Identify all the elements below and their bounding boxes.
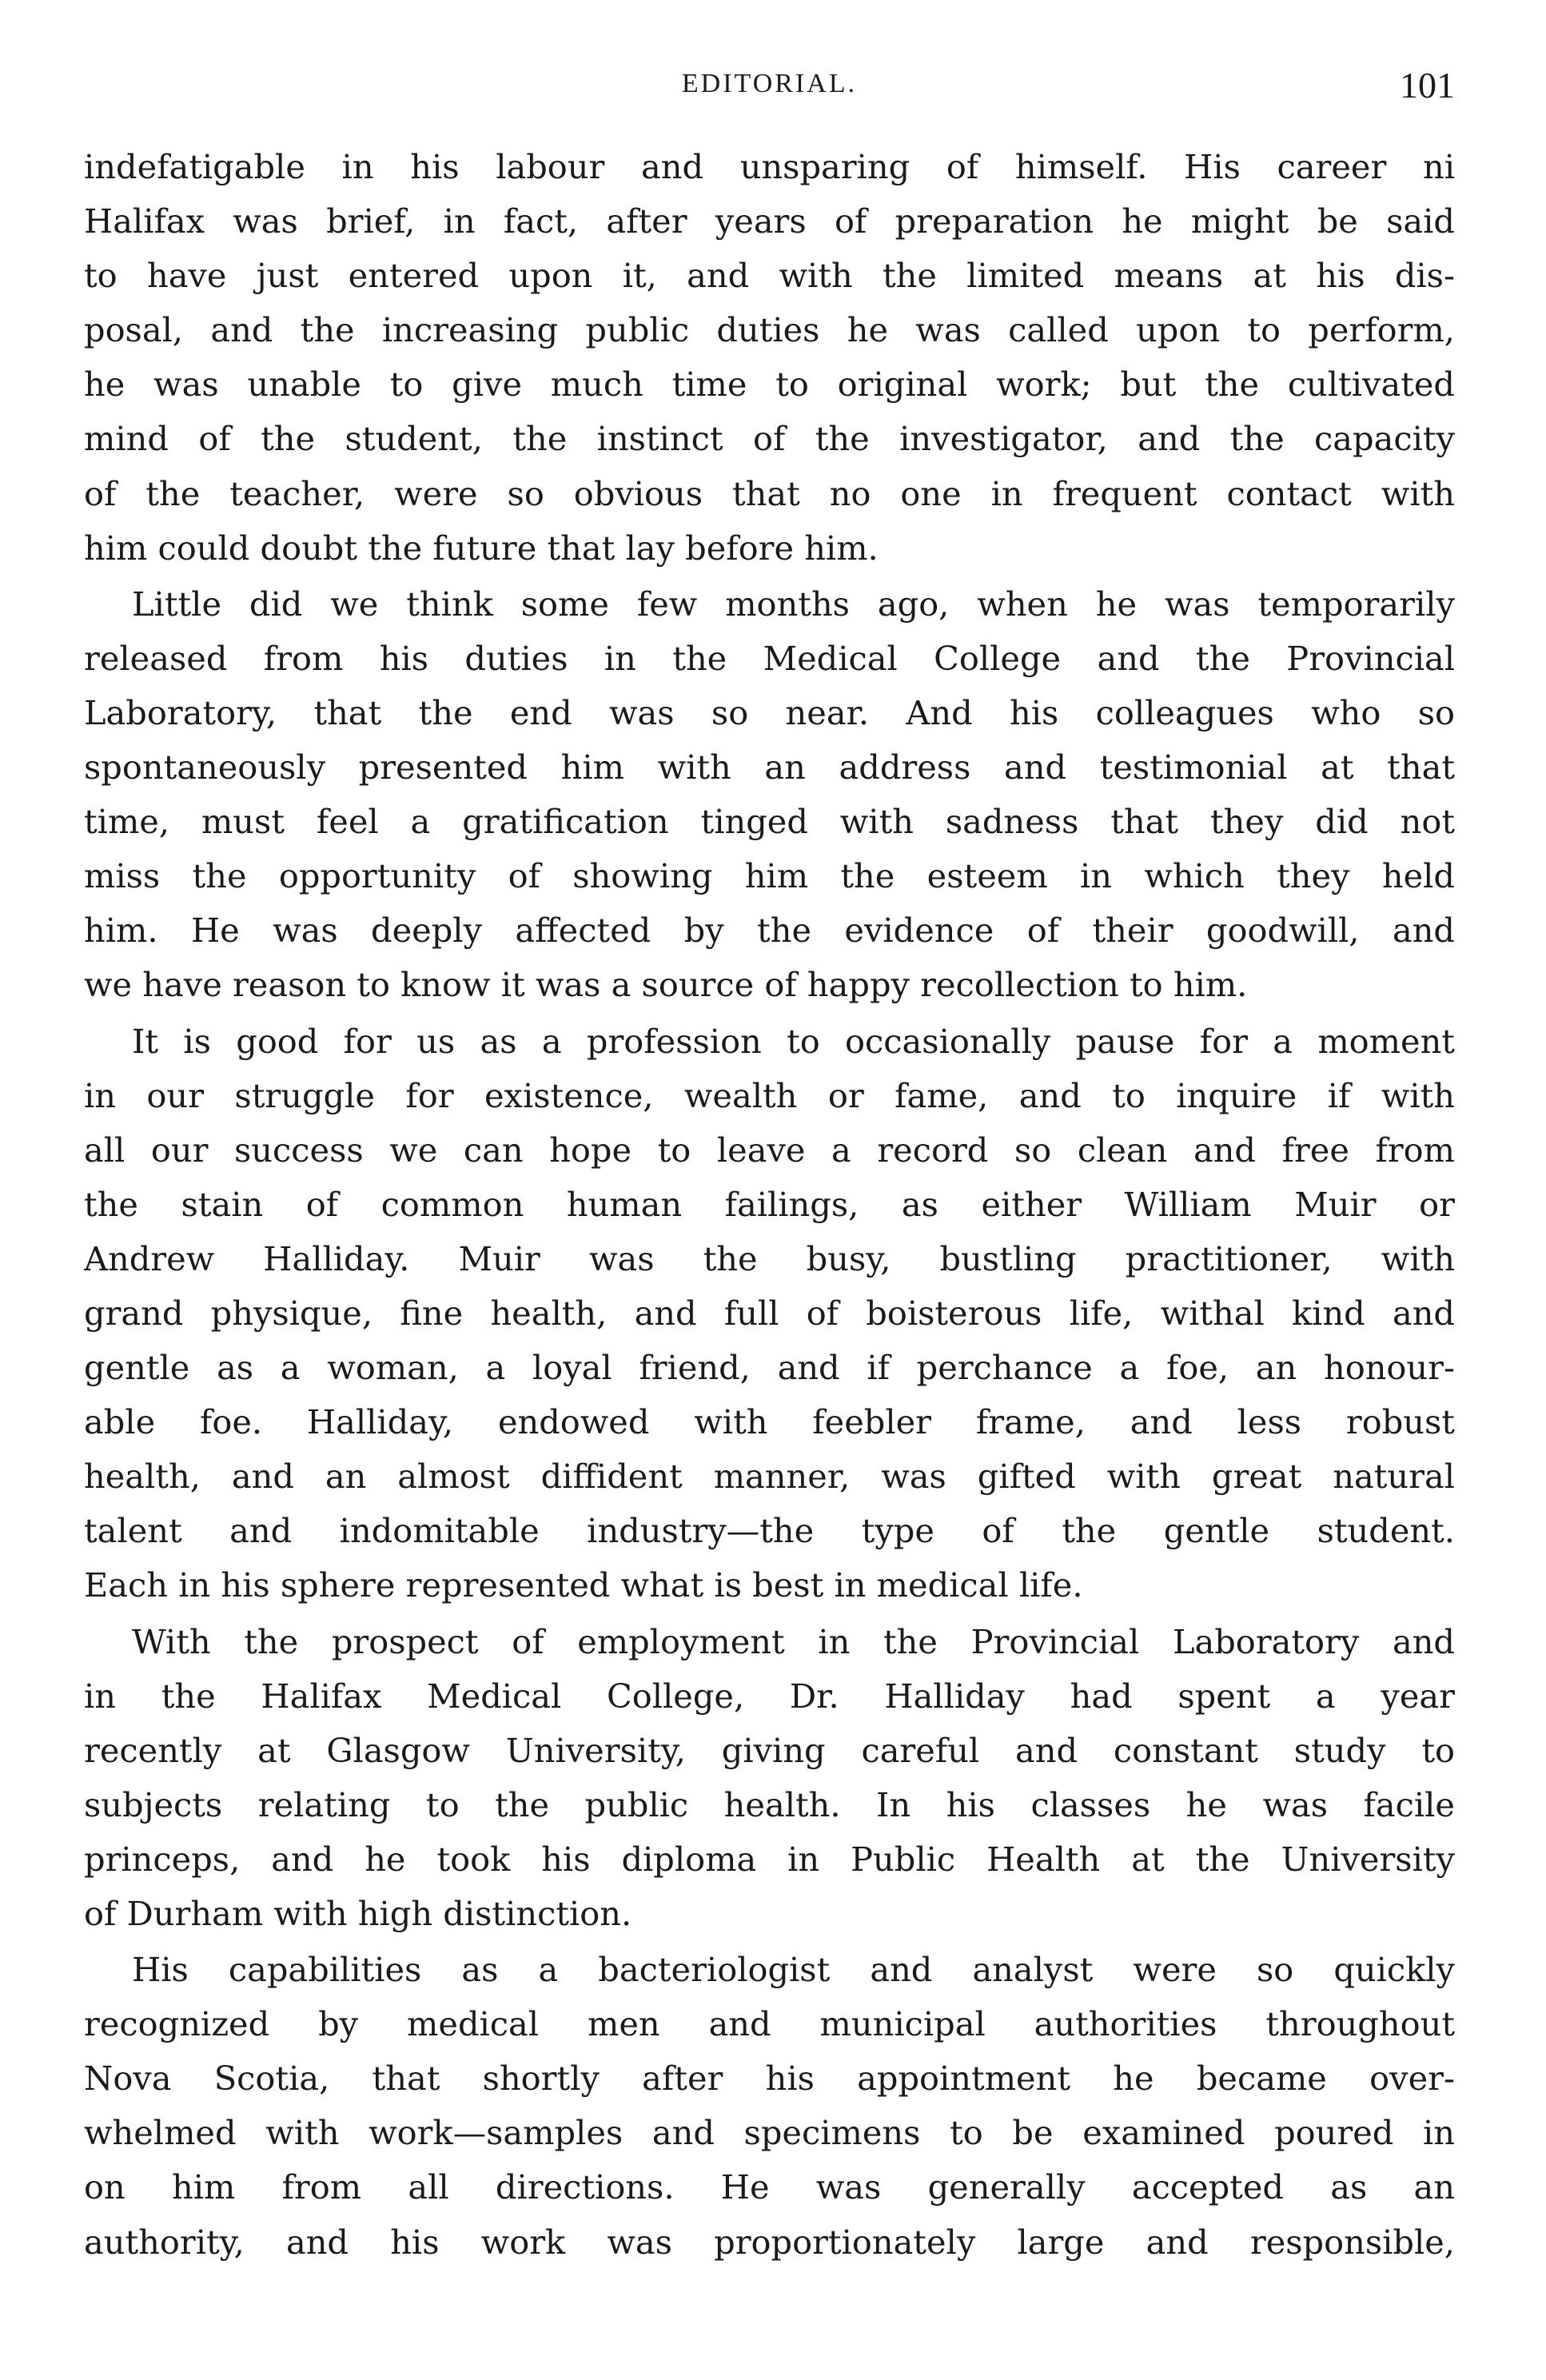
text-line: Halifax was brief, in fact, after years of preparation he might be said	[84, 201, 1455, 241]
text-line: Laboratory, that the end was so near. And his colleagues who so	[84, 692, 1455, 732]
text-line: whelmed with work—samples and specimens to be examined poured in	[84, 2113, 1455, 2153]
text-line: time, must feel a gratification tinged with sadness that they did not	[84, 802, 1455, 842]
text-line: posal, and the increasing public duties he was called upon to perform,	[84, 310, 1455, 350]
paragraph-1	[84, 140, 1455, 576]
text-line: spontaneously presented him with an address and testimonial at that	[84, 747, 1455, 787]
text-line: Little did we think some few months ago, when he was temporarily	[132, 584, 1455, 624]
running-title: EDITORIAL.	[681, 69, 858, 98]
text-line: the stain of common human failings, as either William Muir or	[84, 1184, 1455, 1224]
page-number: 101	[1400, 65, 1455, 106]
text-line: miss the opportunity of showing him the esteem in which they held	[84, 856, 1455, 896]
text-line: With the prospect of employment in the Provincial Laboratory and	[132, 1621, 1455, 1661]
text-line: released from his duties in the Medical College and the Provincial	[84, 638, 1455, 678]
text-line: recently at Glasgow University, giving careful and constant study to	[84, 1730, 1455, 1770]
text-line: he was unable to give much time to original work; but the cultivated	[84, 365, 1455, 405]
running-head	[84, 64, 1455, 112]
text-line: in the Halifax Medical College, Dr. Halliday had spent a year	[84, 1676, 1455, 1716]
text-line: princeps, and he took his diploma in Public Health at the University	[84, 1839, 1455, 1879]
text-line: of the teacher, were so obvious that no one in frequent contact with	[84, 473, 1455, 513]
text-line: of Durham with high distinction.	[84, 1894, 632, 1933]
body-text	[84, 140, 1455, 2271]
paragraph-2	[84, 577, 1455, 1013]
paragraph-5	[84, 1943, 1455, 2270]
text-line: Each in his sphere represented what is best in medical life.	[84, 1565, 1083, 1605]
text-line: to have just entered upon it, and with the limited means at his dis-	[84, 256, 1455, 296]
text-line: authority, and his work was proportionately large and responsible,	[84, 2222, 1455, 2262]
text-line: His capabilities as a bacteriologist and analyst were so quickly	[132, 1950, 1455, 1990]
text-line: recognized by medical men and municipal authorities throughout	[84, 2004, 1455, 2044]
text-line: able foe. Halliday, endowed with feebler frame, and less robust	[84, 1402, 1455, 1442]
text-line: mind of the student, the instinct of the investigator, and the capacity	[84, 419, 1455, 459]
text-line: Andrew Halliday. Muir was the busy, bustling practitioner, with	[84, 1238, 1455, 1278]
text-line: all our success we can hope to leave a record so clean and free from	[84, 1130, 1455, 1170]
text-line: subjects relating to the public health. In his classes he was facile	[84, 1784, 1455, 1824]
text-line: health, and an almost diffident manner, was gifted with great natural	[84, 1457, 1455, 1497]
text-line: grand physique, fine health, and full of boisterous life, withal kind and	[84, 1293, 1455, 1333]
text-line: on him from all directions. He was generally accepted as an	[84, 2167, 1455, 2207]
text-line: It is good for us as a profession to occasionally pause for a moment	[132, 1021, 1455, 1061]
text-line: in our struggle for existence, wealth or fame, and to inquire if with	[84, 1075, 1455, 1115]
text-line: indefatigable in his labour and unsparing of himself. His career ni	[84, 147, 1455, 186]
text-line: talent and indomitable industry—the type of the gentle student.	[84, 1511, 1455, 1551]
text-line: we have reason to know it was a source of happy recollection to him.	[84, 965, 1248, 1005]
text-line: gentle as a woman, a loyal friend, and if perchance a foe, an honour-	[84, 1348, 1455, 1388]
text-line: him. He was deeply affected by the evidence of their goodwill, and	[84, 911, 1455, 951]
text-line: him could doubt the future that lay before him.	[84, 528, 879, 568]
paragraph-4	[84, 1615, 1455, 1942]
paragraph-3	[84, 1015, 1455, 1613]
text-line: Nova Scotia, that shortly after his appointment he became over-	[84, 2059, 1455, 2099]
